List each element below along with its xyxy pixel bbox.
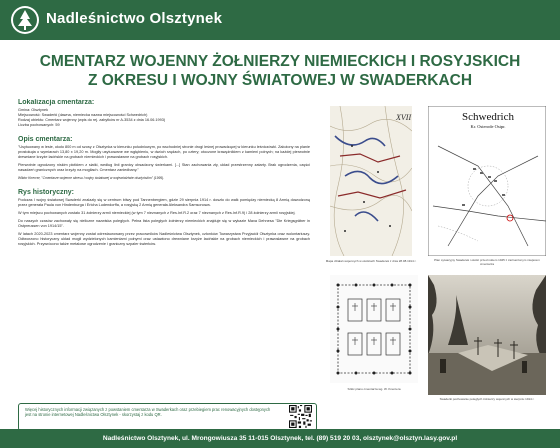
history-paragraph-1: Podczas I wojny światowej Swaderki znalazły się w centrum bitwy pod Tannenbergiem, gdzie 29 sierpnia 1914 r. doszło do walk pomiędzy niemiecką 8 Armią dowodzoną przez generała Paula von Hindenburga i Ericha Ludendorffa, a rosyjską 2 Armią generała Aleksandra Samsonowa. [18,198,310,207]
title-line-1: CMENTARZ WOJENNY ŻOŁNIERZY NIEMIECKICH I ROSYJSKICH [39,53,521,70]
org-name: Nadleśnictwo Olsztynek [46,10,223,27]
page-title [20,52,540,90]
location-details [18,108,310,128]
location-line: Rodzaj obiektu: Cmentarz wojenny (wpis do rej. zabytków nr A-3534 z dnia 16.06.1993) [18,118,166,122]
text-column [18,99,310,429]
historical-photo-figure [428,275,546,395]
historical-photo-caption: Swaderki pochowanie poległych żołnierzy wojennych w sierpniu 1914 r. [439,397,535,401]
location-map-figure [428,106,546,256]
description-heading: Opis cmentarza: [18,136,73,143]
location-map-subtitle: Kr. Osterode Ostpr. [470,124,506,129]
header-bar [0,0,560,40]
battle-map-image [330,106,412,256]
location-map-title: Schwedrich [462,111,514,123]
battle-map-figure [330,106,412,256]
location-map-caption: Plan sytuacyjny Swaderek i okolic przed rokiem 1945 z zaznaczonym miejscem cmentarza [434,258,540,266]
qr-code-icon[interactable] [289,405,312,428]
location-line: Gmina: Olsztynek [18,108,48,112]
cemetery-plan-caption: Szkic planu cmentarza wg. W. Knercera [347,387,401,391]
history-paragraph-2: W tym miejscu pochowanych zostało 31 żołnierzy armii niemieckiej (w tym 7 nieznanych z Res.Inf.R.2 oraz 7 nieznanych z Res.Inf.R.9) i 28 żołnierzy armii rosyjskiej. [18,211,296,215]
description-source: Wiktor Knercer, "Cmentarze wojenne okresu I wojny światowej w województwie olsztyńskim" (1995). [18,176,165,180]
title-line-2: Z OKRESU I WOJNY ŚWIATOWEJ W SWADERKACH [87,72,473,89]
location-heading: Lokalizacja cmentarza: [18,99,95,106]
description-paragraph-2: Pierwotnie ogrodzony niskim płotkiem z siatki, według linii granicy obsadzony świerkami. [...] Stan zachowania zły, układ przestrzenny zatarty. Brak ogrodzenia, części nasadzeń granicznych oraz krzyży na mogiłach. Cmentarz zaniedbany." [18,163,310,172]
description-paragraph-1: "Usytuowany w lesie, około 800 m od szosy z Olsztynka w kierunku południowym, po wschodniej stronie drogi leśnej prowadzącej w kierunku leśniczówki. Założony na planie prostokąta o wymiarach 13,80 x 19,20 m. Mogiły usytuowane we wgłębieniu, w dwóch rzędach, po cztery; otoczone krawężnikiem z kamieni polnych; na każdej pierwotnie drewniane krzyże łacińskie na grobach niemieckich i prawosławne na grobach rosyjskich. [18,145,310,159]
footer-contact: Nadleśnictwo Olsztynek, ul. Mrongowiusza 35 11-015 Olsztynek, tel. (89) 519 20 03, olsztynek@olsztyn.lasy.gov.pl [0,429,560,448]
qr-info-text: Więcej historycznych informacji związanych z powstaniem cmentarza w Swaderkach oraz przebiegiem prac renowacyjnych dostępnych jest na stronie internetowej Nadleśnictwa Olsztynek - skorzystaj z kodu QR. [25,407,271,418]
cemetery-plan-image [330,275,418,383]
location-line: Liczba pochowanych: 59 [18,123,60,127]
location-map-image [428,106,546,256]
qr-info-box [18,403,317,431]
historical-photo-image [428,275,546,395]
history-paragraph-3: Do naszych czasów zachowały się nieliczne nazwiska poległych. Pełna lista poległych żołnierzy niemieckich znajduje się w wykazie Maxa Dehnesa "Die Kriegsgräber in Ostpreussen von 1914/15". [18,219,310,228]
history-paragraph-4: W latach 2020-2023 cmentarz wojenny został odrestaurowany przez pracowników Nadleśnictwa Olsztynek, członków Towarzystwa Przyjaciół Olsztynka oraz wolontariuszy. Odtworzono historyczny układ mogił wydzielonych kamieniami polnymi oraz ustawiono drewniane krzyże łacińskie na grobach niemieckich i prawosławne na grobach rosyjskich. Przywrócono także metalowe ogrodzenie i graniczny szpaler świerków. [18,232,310,246]
location-line: Miejscowość: Swaderki (dawna, niemiecka nazwa miejscowości Schwedrich) [18,113,148,117]
lasy-panstwowe-logo-icon [10,5,40,35]
battle-map-label: XVII [396,113,412,122]
cemetery-plan-figure [330,275,418,383]
battle-map-caption: Mapa działań wojennych w okolicach Swaderek z dnia 28.08.1914 r. [325,259,417,263]
history-heading: Rys historyczny: [18,189,75,196]
